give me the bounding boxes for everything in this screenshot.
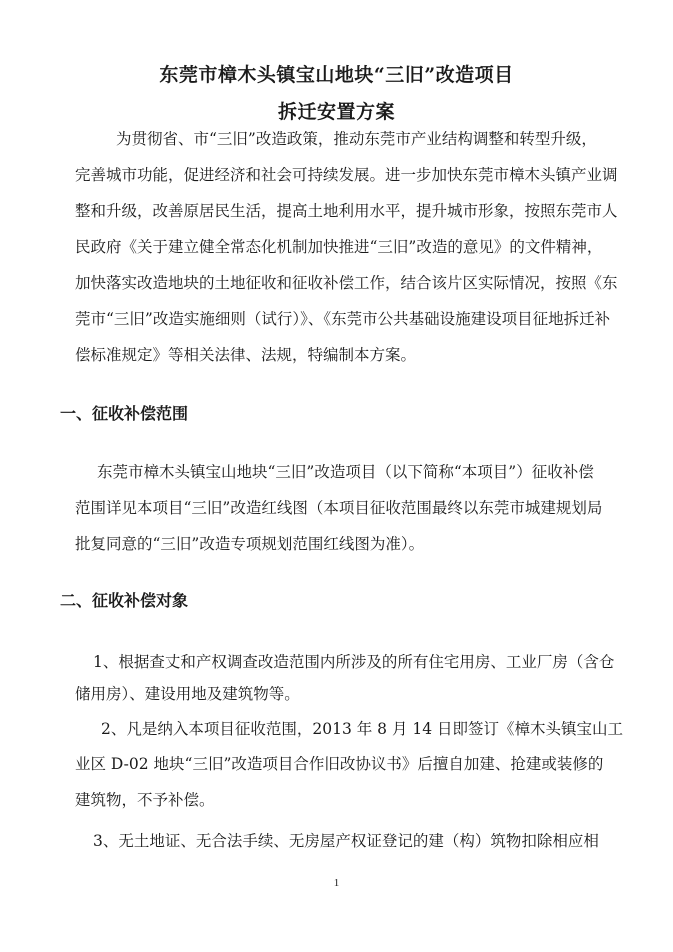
- intro-line: 为贯彻省、市“三旧”改造政策，推动东莞市产业结构调整和转型升级，: [116, 130, 597, 148]
- intro-line: 莞市“三旧”改造实施细则（试行）》、《东莞市公共基础设施建设项目征地拆迁补: [75, 310, 611, 328]
- section-heading: 一、征收补偿范围: [60, 404, 189, 423]
- document-subtitle: 拆迁安置方案: [277, 101, 395, 123]
- section1-line: 范围详见本项目“三旧”改造红线图（本项目征收范围最终以东莞市城建规划局: [75, 499, 603, 517]
- intro-line: 整和升级，改善原居民生活，提高土地利用水平，提升城市形象，按照东莞市人: [75, 202, 618, 220]
- section2-item3-line: 3、无土地证、无合法手续、无房屋产权证登记的建（构）筑物扣除相应相: [93, 832, 599, 850]
- intro-line: 完善城市功能，促进经济和社会可持续发展。进一步加快东莞市樟木头镇产业调: [75, 166, 618, 184]
- section2-item2-line: 业区 D-02 地块“三旧”改造项目合作旧改协议书》后擅自加建、抢建或装修的: [75, 755, 604, 773]
- section1-line: 东莞市樟木头镇宝山地块“三旧”改造项目（以下简称“本项目”）征收补偿: [97, 463, 594, 481]
- section2-item1-line: 1、根据查丈和产权调查改造范围内所涉及的所有住宅用房、工业厂房（含仓: [93, 653, 615, 671]
- page-number: 1: [333, 877, 340, 889]
- section2-item2-line: 2、凡是纳入本项目征收范围，2013 年 8 月 14 日即签订《樟木头镇宝山工: [101, 720, 624, 738]
- section1-line: 批复同意的“三旧”改造专项规划范围红线图为准）。: [75, 535, 425, 553]
- section2-item1-line: 储用房）、建设用地及建筑物等。: [75, 685, 300, 703]
- intro-line: 偿标准规定》等相关法律、法规，特编制本方案。: [75, 346, 417, 364]
- section2-item2-line: 建筑物，不予补偿。: [75, 791, 215, 809]
- document-title: 东莞市樟木头镇宝山地块“三旧”改造项目: [159, 64, 514, 86]
- section-heading: 二、征收补偿对象: [60, 591, 189, 610]
- intro-line: 加快落实改造地块的土地征收和征收补偿工作，结合该片区实际情况，按照《东: [75, 274, 618, 292]
- intro-line: 民政府《关于建立健全常态化机制加快推进“三旧”改造的意见》的文件精神，: [75, 238, 603, 256]
